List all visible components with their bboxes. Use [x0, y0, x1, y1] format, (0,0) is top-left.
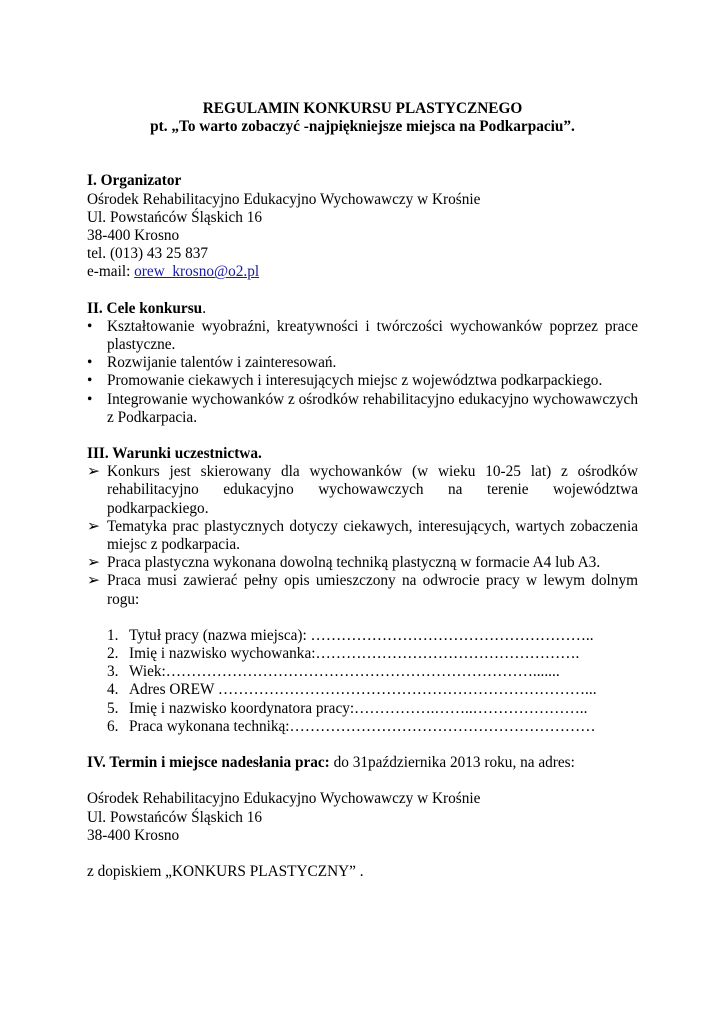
organizer-heading: I. Organizator: [87, 172, 182, 190]
document-page: [87, 100, 638, 899]
field-item: [107, 681, 638, 699]
conditions-list: [87, 463, 638, 609]
list-item: [87, 518, 638, 554]
arrow-bullet-icon: ➢: [87, 517, 100, 535]
goals-heading: II. Cele konkursu: [87, 299, 203, 317]
address-street: Ul. Powstańców Śląskich 16: [87, 808, 263, 826]
conditions-heading: III. Warunki uczestnictwa.: [87, 445, 262, 463]
email-label: e-mail:: [87, 263, 135, 281]
field-number: 5.: [107, 699, 119, 717]
field-item: [107, 718, 638, 736]
field-number: 4.: [107, 681, 119, 699]
field-text: Adres OREW ………………………………………………………………...: [129, 681, 597, 699]
deadline-heading: IV. Termin i miejsce nadesłania prac:: [87, 754, 330, 772]
goals-list: [87, 318, 638, 427]
field-text: Wiek:……………………………………………………………….......: [129, 663, 560, 681]
arrow-bullet-icon: ➢: [87, 463, 100, 481]
list-item: • Kształtowanie wyobraźni, kreatywności i twórczości wychowanków poprzez prace plastyczne.: [87, 318, 638, 354]
list-item: [87, 572, 638, 608]
goals-heading-suffix: .: [202, 299, 207, 317]
field-number: 6.: [107, 717, 119, 735]
goals-section: [87, 300, 638, 427]
list-item: • Rozwijanie talentów i zainteresowań.: [87, 354, 638, 372]
arrow-bullet-icon: ➢: [87, 572, 100, 590]
description-fields-list: [87, 627, 638, 736]
organizer-city: 38-400 Krosno: [87, 227, 180, 245]
field-text: Imię i nazwisko wychowanka:…………………………………………….: [129, 645, 580, 663]
field-text: Imię i nazwisko koordynatora pracy:…………….……..…………………..: [129, 699, 588, 717]
list-item: [87, 463, 638, 518]
field-item: [107, 627, 638, 645]
list-item: • Promowanie ciekawych i interesujących miejsc z województwa podkarpackiego.: [87, 372, 638, 390]
arrow-bullet-icon: ➢: [87, 554, 100, 572]
organizer-name: Ośrodek Rehabilitacyjno Edukacyjno Wychowawczy w Krośnie: [87, 190, 481, 208]
deadline-section: [87, 754, 638, 881]
organizer-email-line: [87, 263, 638, 281]
address-city: 38-400 Krosno: [87, 826, 180, 844]
document-title: REGULAMIN KONKURSU PLASTYCZNEGO: [202, 100, 523, 117]
email-link[interactable]: orew_krosno@o2.pl: [134, 263, 260, 281]
field-number: 1.: [107, 626, 119, 644]
field-number: 3.: [107, 663, 119, 681]
field-item: [107, 700, 638, 718]
deadline-line: [87, 754, 638, 772]
title-block: [87, 100, 638, 136]
list-item: • Integrowanie wychowanków z ośrodków rehabilitacyjno edukacyjno wychowawczych z Podkarpacia.: [87, 391, 638, 427]
organizer-street: Ul. Powstańców Śląskich 16: [87, 208, 263, 226]
organizer-section: [87, 172, 638, 281]
deadline-text: do 31października 2013 roku, na adres:: [329, 754, 575, 772]
field-item: [107, 663, 638, 681]
list-item: [87, 554, 638, 572]
address-name: Ośrodek Rehabilitacyjno Edukacyjno Wychowawczy w Krośnie: [87, 790, 481, 808]
organizer-phone: tel. (013) 43 25 837: [87, 245, 209, 263]
list-item-text: Praca musi zawierać pełny opis umieszczony na odwrocie pracy w lewym dolnym rogu:: [107, 572, 638, 608]
field-text: Tytuł pracy (nazwa miejsca): ………………………………………………..: [129, 626, 594, 644]
goals-heading-line: [87, 300, 638, 318]
conditions-section: [87, 445, 638, 736]
list-item-text: Tematyka prac plastycznych dotyczy ciekawych, interesujących, wartych zobaczenia miejsc z podkarpacia.: [107, 517, 638, 554]
list-item-text: Praca plastyczna wykonana dowolną techniką plastyczną w formacie A4 lub A3.: [107, 554, 601, 572]
document-subtitle: pt. „To warto zobaczyć -najpiękniejsze miejsca na Podkarpaciu”.: [150, 118, 575, 136]
list-item-text: Konkurs jest skierowany dla wychowanków (w wieku 10-25 lat) z ośrodków rehabilitacyjno edukacyjno wychowawczych na terenie województwa podkarpackiego.: [107, 463, 638, 517]
field-number: 2.: [107, 645, 119, 663]
delivery-address: [87, 790, 638, 845]
envelope-note: z dopiskiem „KONKURS PLASTYCZNY” .: [87, 862, 364, 880]
field-item: [107, 645, 638, 663]
field-text: Praca wykonana techniką:……………………………………………………: [129, 717, 596, 735]
